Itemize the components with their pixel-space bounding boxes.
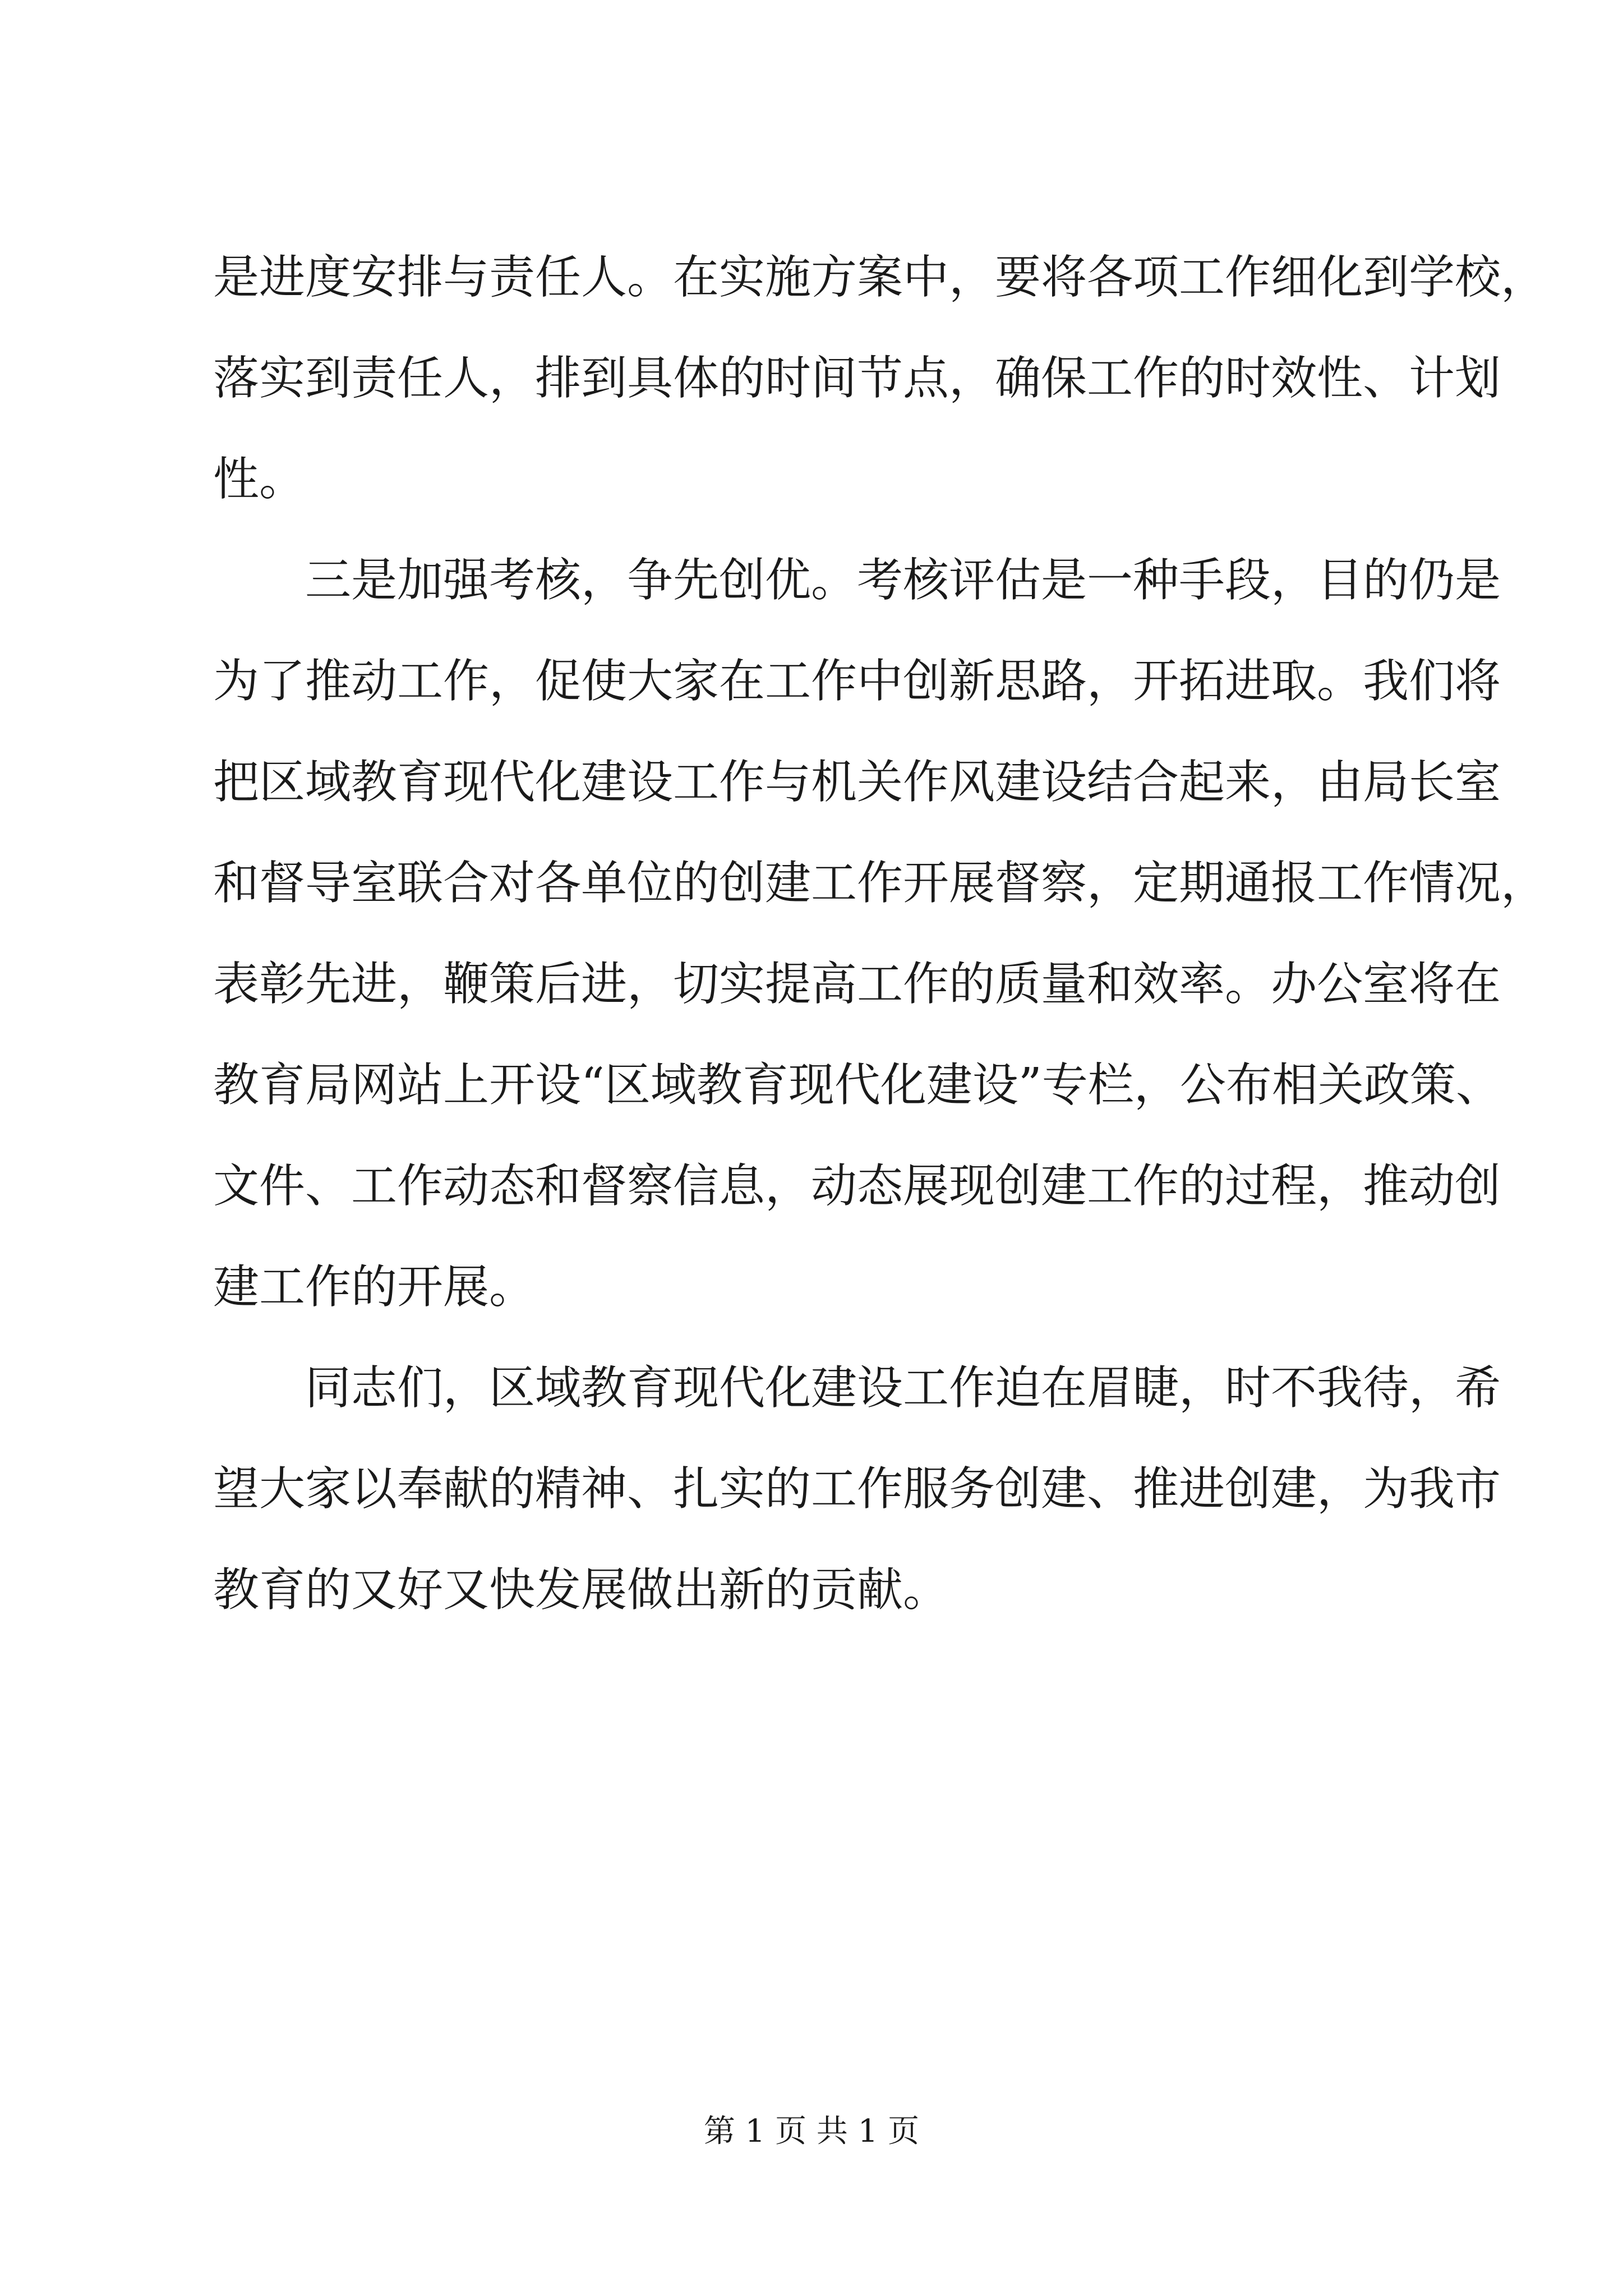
paragraph-1-line-2: 落实到责任人，排到具体的时间节点，确保工作的时效性、计划 (213, 352, 1501, 405)
paragraph-2-line-8: 建工作的开展。 (213, 1260, 536, 1314)
paragraph-2-line-1: 三是加强考核，争先创优。考核评估是一种手段，目的仍是 (305, 554, 1501, 607)
paragraph-2-line-3: 把区域教育现代化建设工作与机关作风建设结合起来，由局长室 (213, 756, 1501, 809)
document-body (213, 227, 1547, 1641)
paragraph-3-line-3: 教育的又好又快发展做出新的贡献。 (213, 1563, 949, 1617)
paragraph-2-line-2: 为了推动工作，促使大家在工作中创新思路，开拓进取。我们将 (213, 655, 1501, 708)
paragraph-1-line-1: 是进度安排与责任人。在实施方案中，要将各项工作细化到学校， (213, 251, 1547, 304)
paragraph-2-line-7: 文件、工作动态和督察信息，动态展现创建工作的过程，推动创 (213, 1159, 1501, 1213)
paragraph-2-line-4: 和督导室联合对各单位的创建工作开展督察，定期通报工作情况， (213, 857, 1547, 910)
paragraph-3-line-1: 同志们，区域教育现代化建设工作迫在眉睫，时不我待，希 (305, 1361, 1501, 1415)
paragraph-2-line-5: 表彰先进，鞭策后进，切实提高工作的质量和效率。办公室将在 (213, 958, 1501, 1011)
paragraph-2-line-6: 教育局网站上开设“区域教育现代化建设”专栏，公布相关政策、 (213, 1059, 1502, 1112)
paragraph-1-line-3: 性。 (213, 453, 306, 506)
paragraph-3-line-2: 望大家以奉献的精神、扎实的工作服务创建、推进创建，为我市 (213, 1462, 1501, 1516)
page-number-footer: 第 1 页 共 1 页 (703, 2113, 920, 2150)
